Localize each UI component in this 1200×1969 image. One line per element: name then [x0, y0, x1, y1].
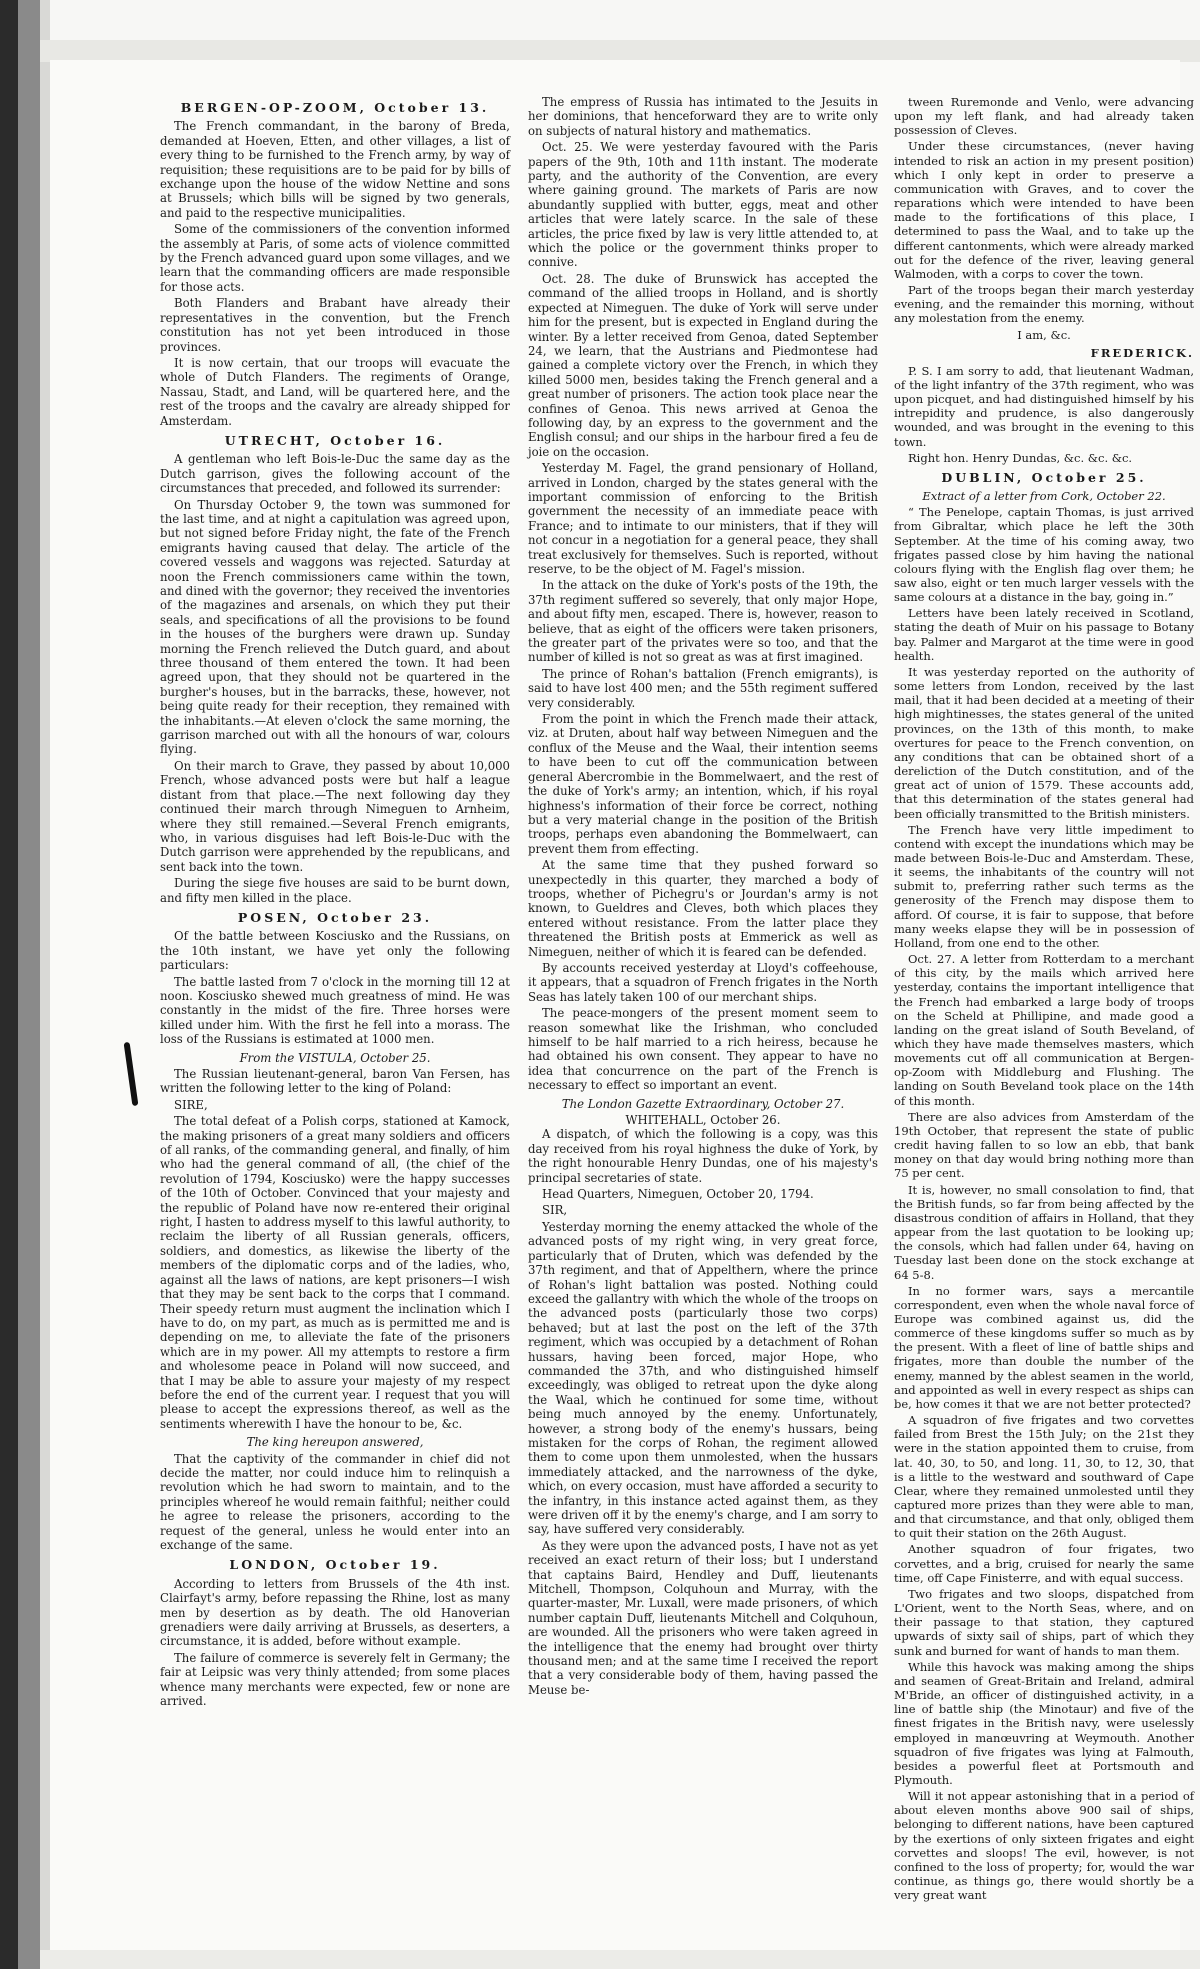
article-paragraph: Oct. 25. We were yesterday favoured with the Paris papers of the 9th, 10th and 11th instant. The moderate party, and the authority of the Convention, are every where gaining ground. The markets of Paris are now abundantly supplied with butter, eggs, meat and other articles that were lately scarce. In the sale of these articles, the price fixed by law is very little attended to, at which the police or the government thinks proper to connive.	[528, 140, 878, 270]
article-paragraph: The battle lasted from 7 o'clock in the morning till 12 at noon. Kosciusko shewed much greatness of mind. He was constantly in the midst of the fire. Three horses were killed under him. With the first he fell into a morass. The loss of the Russians is estimated at 1000 men.	[160, 974, 510, 1047]
article-paragraph: According to letters from Brussels of the 4th inst. Clairfayt's army, before repassing the Rhine, lost as many men by desertion as by death. The old Hanoverian grenadiers were daily arriving at Brussels, as deserters, a circumstance, it is added, before without example.	[160, 1576, 510, 1649]
subheading: From the VISTULA, October 25.	[239, 1050, 431, 1065]
article-paragraph: From the point in which the French made their attack, viz. at Druten, about half way between Nimeguen and the conflux of the Meuse and the Waal, their intention seems to have been to cut off the communication between general Abercrombie in the Bommelwaert, and the rest of the duke of York's army; an intention, which, if his royal highness's information of their force be correct, nothing but a very material change in the position of the British troops, perhaps even abandoning the Bommelwaert, can prevent them from effecting.	[528, 712, 878, 856]
column-right	[894, 95, 1194, 1904]
article-paragraph: The French commandant, in the barony of Breda, demanded at Hoeven, Etten, and other villages, a list of every thing to be furnished to the French army, by way of requisition; these requisitions are to be paid for by bills of exchange upon the house of the widow Nettine and sons at Brussels; which bills will be signed by two generals, and paid to the respective municipalities.	[160, 119, 510, 220]
article-paragraph: “ The Penelope, captain Thomas, is just arrived from Gibraltar, which place he left the 30th September. At the time of his coming away, two frigates passed close by him having the national colours flying with the English flag over them; he saw also, eight or ten much larger vessels with the same colours at a distance in the bay, going in.”	[894, 505, 1194, 605]
article-paragraph: SIRE,	[174, 1097, 208, 1112]
scan-frame-grey	[18, 0, 40, 1969]
subheading: The king hereupon answered,	[246, 1435, 424, 1450]
article-paragraph: The failure of commerce is severely felt in Germany; the fair at Leipsic was very thinly attended; from some places whence many merchants were expected, few or none are arrived.	[160, 1650, 510, 1709]
article-paragraph: There are also advices from Amsterdam of the 19th October, that represent the state of public credit having fallen to so low an ebb, that bank money on that day would bring nothing more than 75 per cent.	[894, 1109, 1194, 1181]
article-paragraph: The total defeat of a Polish corps, stationed at Kamock, the making prisoners of a great many soldiers and officers of all ranks, of the commanding general, and finally, of him who had the general command of all, (the chief of the revolution of 1794, Kosciusko) were the happy successes of the 10th of October. Convinced that your majesty and the republic of Poland have now re-entered their original right, I hasten to address myself to this lawful authority, to reclaim the liberty of all Russian generals, officers, soldiers, and domestics, as likewise the liberty of the members of the diplomatic corps and of the ladies, who, against all the laws of nations, are kept prisoners—I wish that they may be sent back to the corps that I command. Their speedy return must augment the inclination which I have to do, on my part, as much as is permitted me and is depending on me, to alleviate the fate of the prisoners which are in my power. All my attempts to restore a firm and wholesome peace in Poland will now succeed, and that I may be able to assure your majesty of my respect before the end of the current year. I request that you will please to accept the expressions thereof, as well as the sentiments wherewith I have the honour to be, &c.	[160, 1114, 510, 1431]
centered-line: I am, &c.	[1017, 327, 1071, 342]
article-paragraph: Right hon. Henry Dundas, &c. &c. &c.	[908, 450, 1133, 465]
page-edge-top	[40, 40, 1200, 62]
article-paragraph: It is now certain, that our troops will evacuate the whole of Dutch Flanders. The regiments of Orange, Nassau, Stadt, and Land, will be quartered here, and the rest of the troops and the cavalry are already shipped for Amsterdam.	[160, 355, 510, 428]
article-paragraph: By accounts received yesterday at Lloyd's coffeehouse, it appears, that a squadron of French frigates in the North Seas has lately taken 100 of our merchant ships.	[528, 960, 878, 1004]
article-paragraph: In the attack on the duke of York's posts of the 19th, the 37th regiment suffered so severely, that only major Hope, and about fifty men, escaped. There is, however, reason to believe, that as eight of the officers were taken prisoners, the greater part of the privates were so too, and that the number of killed is not so great as was at first imagined.	[528, 578, 878, 665]
article-paragraph: Oct. 28. The duke of Brunswick has accepted the command of the allied troops in Holland, and is shortly expected at Nimeguen. The duke of York will serve under him for the present, but is expected in England during the winter. By a letter received from Genoa, dated September 24, we learn, that the Austrians and Piedmontese had gained a complete victory over the French, in which they killed 5000 men, besides taking the French general and a great number of prisoners. The action took place near the confines of Genoa. This news arrived at Genoa the following day, by an express to the government and the English consul; and our ships in the harbour fired a feu de joie on the occasion.	[528, 271, 878, 459]
article-paragraph: The peace-mongers of the present moment seem to reason somewhat like the Irishman, who concluded himself to be half married to a rich heiress, because he had obtained his own consent. They appear to have no idea that concurrence on the part of the French is necessary to effect so important an event.	[528, 1006, 878, 1093]
article-paragraph: The French have very little impediment to contend with except the inundations which may be made between Bois-le-Duc and Amsterdam. These, it seems, the inhabitants of the country will not submit to, preferring rather such terms as the generosity of the French may dispose them to afford. Of course, it is fair to suppose, that before many weeks elapse they will be in possession of Holland, from one end to the other.	[894, 822, 1194, 950]
article-paragraph: Of the battle between Kosciusko and the Russians, on the 10th instant, we have yet only the following particulars:	[160, 929, 510, 973]
article-paragraph: A dispatch, of which the following is a copy, was this day received from his royal highness the duke of York, by the right honourable Henry Dundas, one of his majesty's principal secretaries of state.	[528, 1127, 878, 1185]
dateline-heading: POSEN, October 23.	[237, 909, 433, 925]
signature: FREDERICK.	[1090, 345, 1194, 360]
article-paragraph: Both Flanders and Brabant have already their representatives in the convention, but the French constitution has not yet been introduced in those provinces.	[160, 296, 510, 354]
article-paragraph: A squadron of five frigates and two corvettes failed from Brest the 15th July; on the 21st they were in the station appointed them to cruise, from lat. 40, 30, to 50, and long. 11, 30, to 12, 30, that is a little to the westward and southward of Cape Clear, where they remained unmolested until they captured more prizes than they were able to man, and that circumstance, and that only, obliged them to quit their station on the 26th August.	[894, 1413, 1194, 1541]
article-paragraph: Under these circumstances, (never having intended to risk an action in my present position) which I only kept in order to preserve a communication with Graves, and to cover the reparations which were intended to have been made to the fortifications of this place, I determined to pass the Waal, and to take up the different cantonments, which were already marked out for the defence of the river, leaving general Walmoden, with a corps to cover the town.	[894, 139, 1194, 281]
article-paragraph: Oct. 27. A letter from Rotterdam to a merchant of this city, by the mails which arrived here yesterday, contains the important intelligence that the French had embarked a large body of troops on the Scheld at Phillipine, and made good a landing on the great island of South Beveland, of which they have made themselves masters, which movements cut off all communication at Bergen-op-Zoom with Middleburg and Flushing. The landing on South Beveland took place on the 14th of this month.	[894, 952, 1194, 1108]
dateline-heading: LONDON, October 19.	[229, 1557, 441, 1573]
article-paragraph: That the captivity of the commander in chief did not decide the matter, nor could induce him to relinquish a revolution which he had sworn to maintain, and to the principles whereof he would remain faithful; neither could he agree to release the prisoners, according to the request of the general, unless he would enter into an exchange of the same.	[160, 1451, 510, 1552]
article-paragraph: As they were upon the advanced posts, I have not as yet received an exact return of their loss; but I understand that captains Baird, Hendley and Duff, lieutenants Mitchell, Thompson, Colquhoun and Murray, with the quarter-master, Mr. Luxall, were made prisoners, of which number captain Duff, lieutenants Mitchell and Colquhoun, are wounded. All the prisoners who were taken agreed in the intelligence that the enemy had brought over thirty thousand men; and at the same time I received the report that a very considerable body of them, having passed the Meuse be-	[528, 1538, 878, 1697]
centered-line: WHITEHALL, October 26.	[625, 1113, 781, 1128]
article-paragraph: Part of the troops began their march yesterday evening, and the remainder this morning, without any molestation from the enemy.	[894, 283, 1194, 326]
article-paragraph: Yesterday M. Fagel, the grand pensionary of Holland, arrived in London, charged by the states general with the important commission of enforcing to the British government the necessity of an immediate peace with France; and to intimate to our ministers, that if they will not concur in a negotiation for a general peace, they shall treat exclusively for themselves. Such is reported, without reserve, to be the object of M. Fagel's mission.	[528, 461, 878, 576]
article-paragraph: Another squadron of four frigates, two corvettes, and a brig, cruised for nearly the same time, off Cape Finisterre, and with equal success.	[894, 1542, 1194, 1585]
article-paragraph: Head Quarters, Nimeguen, October 20, 1794.	[542, 1187, 814, 1202]
scan-frame-dark	[0, 0, 18, 1969]
article-paragraph: A gentleman who left Bois-le-Duc the same day as the Dutch garrison, gives the following account of the circumstances that preceded, and followed its surrender:	[160, 452, 510, 496]
subheading: The London Gazette Extraordinary, October 27.	[561, 1096, 845, 1111]
article-paragraph: The Russian lieutenant-general, baron Van Fersen, has written the following letter to the king of Poland:	[160, 1067, 510, 1096]
dateline-heading: BERGEN-OP-ZOOM, October 13.	[180, 100, 490, 115]
article-paragraph: While this havock was making among the ships and seamen of Great-Britain and Ireland, admiral M'Bride, an officer of distinguished activity, in a line of battle ship (the Minotaur) and five of the finest frigates in the British navy, were uselessly employed in manœuvring at Weymouth. Another squadron of five frigates was lying at Falmouth, besides a powerful fleet at Portsmouth and Plymouth.	[894, 1659, 1194, 1787]
article-paragraph: In no former wars, says a mercantile correspondent, even when the whole naval force of Europe was combined against us, did the commerce of these kingdoms suffer so much as by the present. With a fleet of line of battle ships and frigates, more than double the number of the enemy, manned by the ablest seamen in the world, and appointed as well in every respect as ships can be, how comes it that we are not better protected?	[894, 1283, 1194, 1411]
article-paragraph: Some of the commissioners of the convention informed the assembly at Paris, of some acts of violence committed by the French advanced guard upon some villages, and we learn that the commanding officers are made responsible for those acts.	[160, 222, 510, 294]
page-edge-bottom	[40, 1950, 1200, 1969]
article-paragraph: At the same time that they pushed forward so unexpectedly in this quarter, they marched a body of troops, whether of Pichegru's or Jourdan's army is not known, to Gueldres and Cleves, both which places they entered without resistance. From the latter place they threatened the British posts at Emmerick as well as Nimeguen, neither of which it is feared can be defended.	[528, 858, 878, 959]
article-paragraph: P. S. I am sorry to add, that lieutenant Wadman, of the light infantry of the 37th regiment, who was upon picquet, and had distinguished himself by his intrepidity and prudence, is also dangerously wounded, and was brought in the evening to this town.	[894, 363, 1194, 449]
article-paragraph: It is, however, no small consolation to find, that the British funds, so far from being affected by the disastrous condition of affairs in Holland, that they appear from the last quotation to be looking up; the consols, which had fallen under 64, having on Tuesday last been done on the stock exchange at 64 5-8.	[894, 1182, 1194, 1282]
article-paragraph: The prince of Rohan's battalion (French emigrants), is said to have lost 400 men; and the 55th regiment suffered very considerably.	[528, 666, 878, 710]
column-middle	[528, 95, 878, 1699]
article-paragraph: Letters have been lately received in Scotland, stating the death of Muir on his passage to Botany bay. Palmer and Margarot at the time were in good health.	[894, 606, 1194, 663]
column-left	[160, 95, 510, 1710]
dateline-heading: UTRECHT, October 16.	[224, 432, 446, 448]
scan-frame-light	[40, 0, 50, 1969]
article-paragraph: SIR,	[542, 1203, 568, 1218]
article-paragraph: It was yesterday reported on the authority of some letters from London, received by the last mail, that it had been decided at a meeting of their high mightinesses, the states general of the united provinces, on the 13th of this month, to make overtures for peace to the French convention, on any conditions that can be obtained short of a dereliction of the Dutch constitution, and of the great act of union of 1579. These accounts add, that this determination of the states general had been officially transmitted to the British ministers.	[894, 664, 1194, 821]
article-paragraph: tween Ruremonde and Venlo, were advancing upon my left flank, and had already taken possession of Cleves.	[894, 95, 1194, 138]
article-paragraph: Will it not appear astonishing that in a period of about eleven months above 900 sail of ships, belonging to different nations, have been captured by the exertions of only sixteen frigates and eight corvettes and sloops! The evil, however, is not confined to the loss of property; for, would the war continue, as things go, there would shortly be a very great want	[894, 1789, 1194, 1903]
article-paragraph: Yesterday morning the enemy attacked the whole of the advanced posts of my right wing, in very great force, particularly that of Druten, which was defended by the 37th regiment, and that of Appelthern, where the prince of Rohan's light battalion was posted. Nothing could exceed the gallantry with which the whole of the troops on the advanced posts (particularly those two corps) behaved; but at last the post on the left of the 37th regiment, which was occupied by a detachment of Rohan hussars, having been forced, major Hope, who commanded the 37th, and who distinguished himself exceedingly, was obliged to retreat upon the dyke along the Waal, which he continued for some time, without being much annoyed by the enemy. Unfortunately, however, a strong body of the enemy's hussars, being mistaken for the corps of Rohan, the regiment allowed them to come upon them unmolested, when the hussars immediately attacked, and the narrowness of the dyke, which, on every occasion, must have afforded a security to the infantry, in this instance acted against them, as they were driven off it by the enemy's charge, and I am sorry to say, have suffered very considerably.	[528, 1219, 878, 1537]
article-paragraph: The empress of Russia has intimated to the Jesuits in her dominions, that henceforward they are to write only on subjects of natural history and mathematics.	[528, 95, 878, 138]
subheading: Extract of a letter from Cork, October 22.	[922, 489, 1166, 504]
article-paragraph: During the siege five houses are said to be burnt down, and fifty men killed in the place.	[160, 876, 510, 905]
article-paragraph: On Thursday October 9, the town was summoned for the last time, and at night a capitulation was agreed upon, but not signed before Friday night, the fate of the French emigrants having caused that delay. The article of the covered vessels and waggons was rejected. Saturday at noon the French commissioners came within the town, and dined with the governor; they received the inventories of the magazines and arsenals, on which they put their seals, and specifications of all the provisions to be found in the houses of the burghers were drawn up. Sunday morning the French relieved the Dutch guard, and about three thousand of them entered the town. It had been agreed upon, that they should not be quartered in the burgher's houses, but in the barracks, these, however, not being quite ready for their reception, they remained with the inhabitants.—At eleven o'clock the same morning, the garrison marched out with all the honours of war, colours flying.	[160, 497, 510, 757]
article-paragraph: Two frigates and two sloops, dispatched from L'Orient, went to the North Seas, where, and on their passage to that station, they captured upwards of sixty sail of ships, part of which they sunk and burned for want of hands to man them.	[894, 1586, 1194, 1658]
dateline-heading: DUBLIN, October 25.	[941, 469, 1147, 485]
article-paragraph: On their march to Grave, they passed by about 10,000 French, whose advanced posts were but half a league distant from that place.—The next following day they continued their march through Nimeguen to Arnheim, where they still remained.—Several French emigrants, who, in various disguises had left Bois-le-Duc with the Dutch garrison were apprehended by the republicans, and sent back into the town.	[160, 758, 510, 874]
